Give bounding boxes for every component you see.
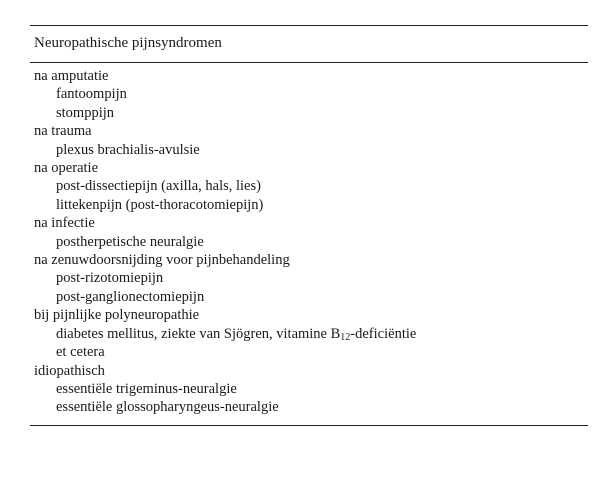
item-post-rhizotomy-pain: post-rizotomiepijn: [56, 270, 164, 287]
group-heading-amputation: na amputatie: [34, 68, 109, 84]
group-heading-idiopathic: idiopathisch: [34, 362, 105, 379]
group-heading-surgery: na operatie: [34, 160, 99, 177]
item-plexus-avulsion: plexus brachialis-avulsie: [56, 141, 200, 158]
group-heading-infection: na infectie: [34, 215, 95, 232]
item-stump-pain: stomppijn: [56, 104, 115, 121]
bottom-rule: [30, 425, 588, 426]
vitamin-suffix: -deficiëntie: [350, 325, 417, 342]
item-polyneuropathy-causes: [30, 325, 588, 343]
group-heading-polyneuropathy: bij pijnlijke polyneuropathie: [34, 307, 200, 324]
item-scar-pain: littekenpijn (post-thoracotomiepijn): [56, 196, 264, 213]
item-post-dissection-pain: post-dissectiepijn (axilla, hals, lies): [56, 178, 261, 195]
item-et-cetera: et cetera: [56, 344, 105, 361]
item-post-ganglionectomy-pain: post-ganglionectomiepijn: [56, 288, 205, 305]
vitamin-subscript: 12: [340, 331, 351, 343]
polyneuropathy-causes-text: diabetes mellitus, ziekte van Sjögren, vitamine B: [56, 325, 341, 342]
item-glossopharyngeal-neuralgia: essentiële glossopharyngeus-neuralgie: [56, 399, 279, 416]
item-trigeminal-neuralgia: essentiële trigeminus-neuralgie: [56, 380, 237, 397]
table-body: [30, 63, 588, 425]
pain-syndromes-table: [30, 25, 588, 426]
item-phantom-pain: fantoompijn: [56, 86, 127, 103]
group-heading-trauma: na trauma: [34, 123, 92, 140]
item-postherpetic-neuralgia: postherpetische neuralgie: [56, 233, 204, 250]
table-title: Neuropathische pijnsyndromen: [34, 35, 222, 51]
group-heading-nerve-section: na zenuwdoorsnijding voor pijnbehandeling: [34, 252, 290, 269]
